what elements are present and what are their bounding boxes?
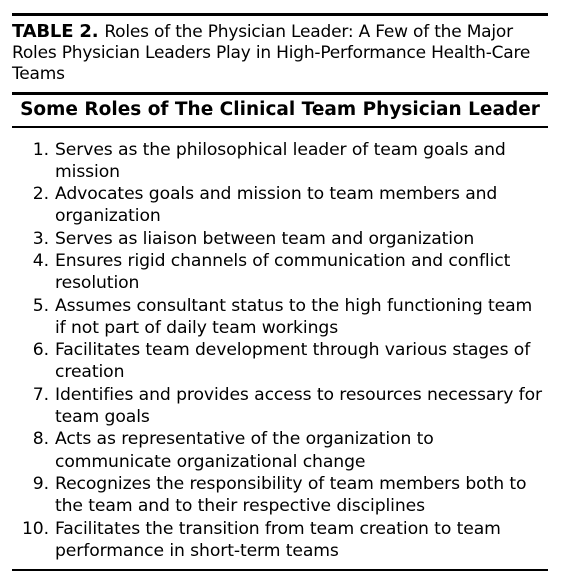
column-heading: Some Roles of The Clinical Team Physician Leader bbox=[20, 99, 540, 120]
item-text: Facilitates team development through various stages of creation bbox=[55, 340, 531, 383]
item-text: Serves as liaison between team and organization bbox=[55, 228, 475, 249]
item-text: Assumes consultant status to the high functioning team if not part of daily team workings bbox=[55, 295, 533, 338]
table-label: TABLE 2. bbox=[12, 21, 99, 42]
table-caption bbox=[12, 21, 548, 85]
list-item bbox=[12, 518, 548, 563]
item-text: Ensures rigid channels of communication and conflict resolution bbox=[55, 250, 511, 294]
item-number: 3. bbox=[32, 228, 49, 249]
top-rule bbox=[12, 13, 548, 16]
item-text: Recognizes the responsibility of team members both to the team and to their respective disciplines bbox=[55, 473, 527, 517]
item-number: 7. bbox=[32, 384, 49, 405]
list-item bbox=[12, 473, 548, 518]
bottom-rule bbox=[12, 569, 548, 571]
roles-list bbox=[12, 128, 548, 563]
list-item bbox=[12, 384, 548, 429]
table-caption-text: Roles of the Physician Leader: A Few of the Major Roles Physician Leaders Play in High-Performance Health-Care Teams bbox=[12, 22, 531, 84]
item-number: 9. bbox=[32, 473, 49, 494]
list-item bbox=[12, 295, 548, 340]
item-number: 6. bbox=[32, 340, 49, 361]
item-text: Identifies and provides access to resources necessary for team goals bbox=[55, 384, 542, 428]
list-item bbox=[12, 428, 548, 473]
item-number: 8. bbox=[32, 429, 49, 450]
item-number: 4. bbox=[32, 250, 49, 271]
table-2 bbox=[12, 13, 548, 571]
item-text: Facilitates the transition from team creation to team performance in short-term teams bbox=[55, 518, 501, 561]
item-number: 2. bbox=[32, 184, 49, 205]
list-item bbox=[12, 339, 548, 384]
list-item bbox=[12, 228, 548, 250]
item-text: Serves as the philosophical leader of team goals and mission bbox=[55, 139, 506, 182]
list-item bbox=[12, 139, 548, 184]
item-number: 5. bbox=[32, 295, 49, 316]
item-number: 1. bbox=[32, 139, 49, 160]
list-item bbox=[12, 183, 548, 228]
list-item bbox=[12, 250, 548, 295]
item-text: Advocates goals and mission to team members and organization bbox=[55, 184, 498, 227]
item-number: 10. bbox=[21, 518, 49, 539]
item-text: Acts as representative of the organization to communicate organizational change bbox=[55, 429, 434, 472]
